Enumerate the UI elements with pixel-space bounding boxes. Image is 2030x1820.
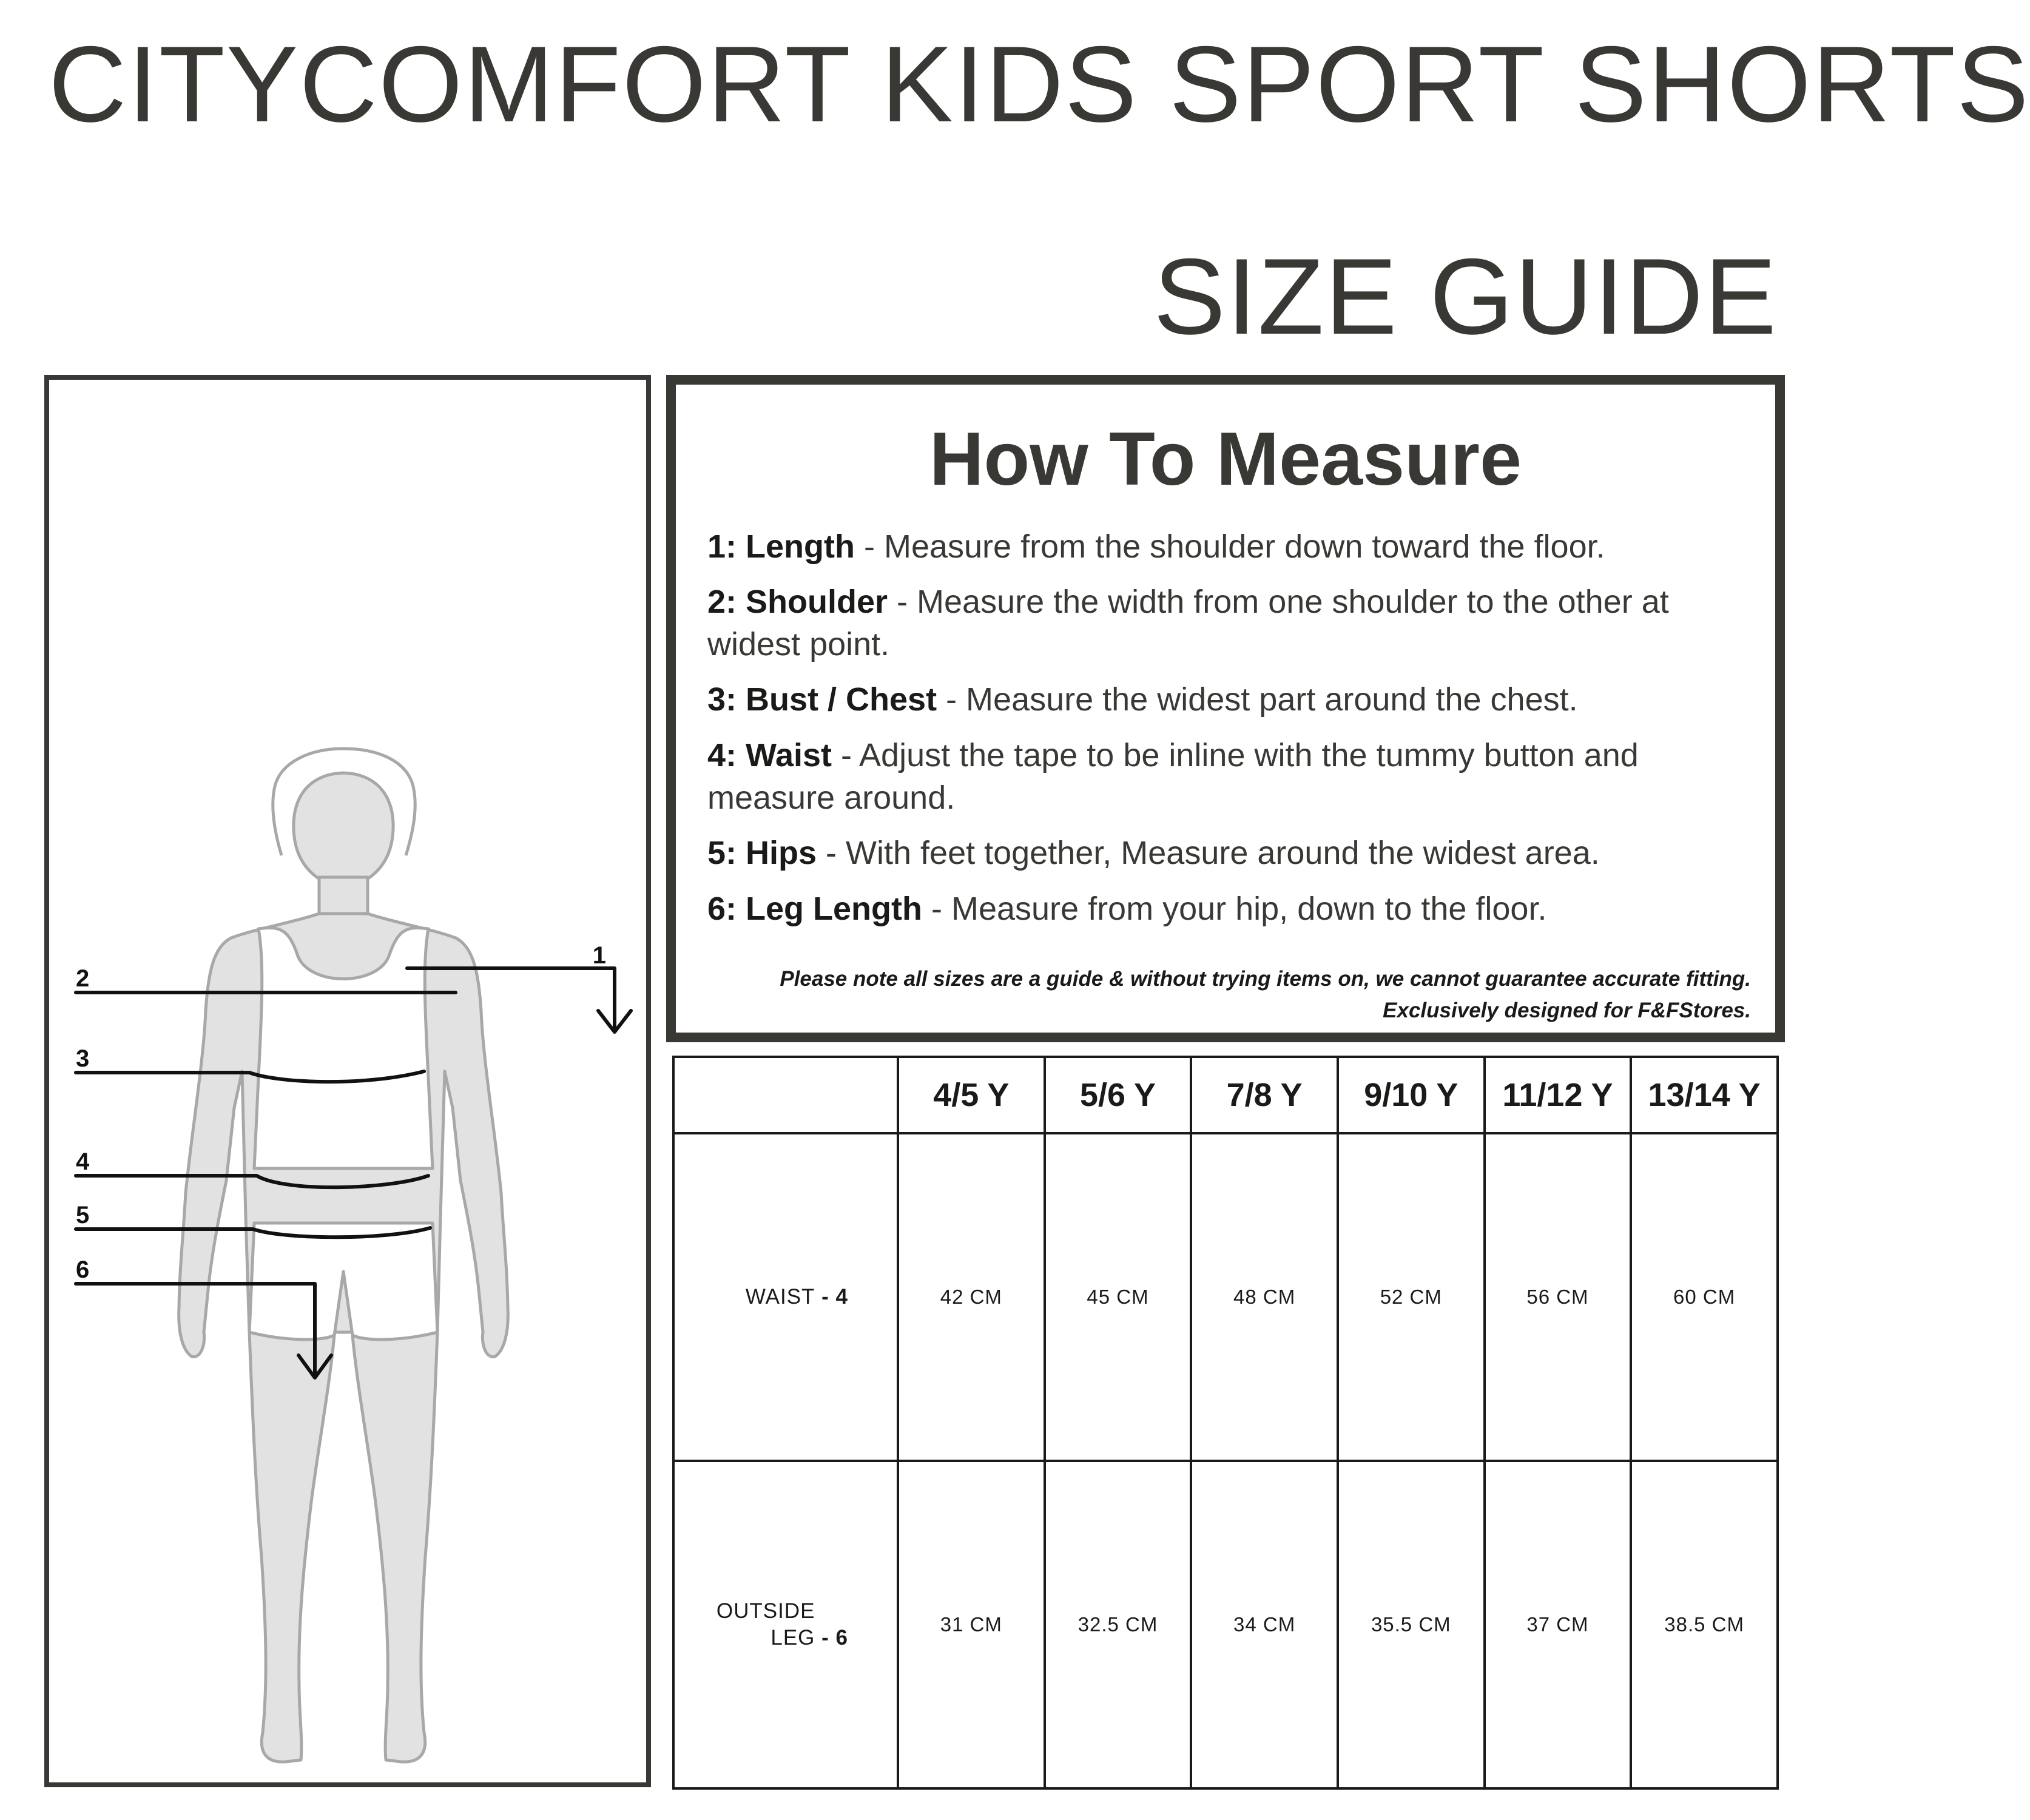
label-6: 6: [76, 1256, 90, 1283]
table-cell: 60 CM: [1631, 1133, 1778, 1461]
child-figure-illustration: [49, 380, 646, 1782]
how-to-measure-heading: How To Measure: [929, 417, 1522, 501]
table-cell: 52 CM: [1338, 1133, 1485, 1461]
step-hips: [707, 832, 1739, 874]
how-to-measure-panel: [666, 375, 1785, 1042]
table-header-row: [673, 1057, 1778, 1133]
figure-panel: [44, 375, 651, 1787]
label-2: 2: [76, 965, 90, 992]
head-shape: [294, 773, 393, 888]
step-desc: - Measure the width from one shoulder to the other at widest point.: [707, 584, 1669, 662]
step-term: 4: Waist: [707, 737, 832, 774]
step-term: 2: Shoulder: [707, 584, 888, 620]
step-desc: - Measure from the shoulder down toward the floor.: [854, 528, 1605, 565]
table-row: [673, 1461, 1778, 1788]
child-silhouette: [179, 749, 508, 1762]
table-cell: 35.5 CM: [1338, 1461, 1485, 1788]
header-cell: 11/12 Y: [1485, 1057, 1631, 1133]
table-cell: 37 CM: [1485, 1461, 1631, 1788]
table-row: [673, 1133, 1778, 1461]
legs-shape: [249, 1332, 437, 1762]
table-cell: 45 CM: [1045, 1133, 1192, 1461]
row-label-text: WAIST: [745, 1285, 815, 1309]
table-cell: 34 CM: [1191, 1461, 1338, 1788]
header-cell: 4/5 Y: [898, 1057, 1045, 1133]
header-cell: 13/14 Y: [1631, 1057, 1778, 1133]
label-3: 3: [76, 1045, 90, 1072]
label-1: 1: [592, 942, 606, 969]
step-bust-chest: [707, 678, 1739, 721]
step-waist: [707, 734, 1739, 819]
page-subtitle: SIZE GUIDE: [1153, 236, 1778, 357]
step-desc: - Adjust the tape to be inline with the tummy button and measure around.: [707, 737, 1639, 816]
row-label: [673, 1133, 898, 1461]
neck-shape: [319, 877, 368, 914]
step-desc: - Measure from your hip, down to the floor.: [922, 891, 1547, 927]
step-shoulder: [707, 581, 1739, 666]
page-title: CITYCOMFORT KIDS SPORT SHORTS: [49, 24, 2030, 144]
row-label-code: - 4: [815, 1285, 848, 1309]
step-leg-length: [707, 888, 1739, 930]
disclaimer-note: Please note all sizes are a guide & without trying items on, we cannot guarantee accurate fitting.: [780, 967, 1751, 991]
step-desc: - Measure the widest part around the chest.: [937, 681, 1578, 718]
step-length: [707, 525, 1739, 568]
table-cell: 38.5 CM: [1631, 1461, 1778, 1788]
step-term: 3: Bust / Chest: [707, 681, 937, 718]
label-5: 5: [76, 1202, 90, 1228]
step-term: 6: Leg Length: [707, 891, 922, 927]
row-label: [673, 1461, 898, 1788]
step-term: 5: Hips: [707, 835, 817, 871]
label-4: 4: [76, 1148, 90, 1175]
header-cell: 9/10 Y: [1338, 1057, 1485, 1133]
row-label-code: - 6: [815, 1626, 848, 1650]
table-cell: 56 CM: [1485, 1133, 1631, 1461]
header-cell: 7/8 Y: [1191, 1057, 1338, 1133]
header-cell-empty: [673, 1057, 898, 1133]
exclusive-note: Exclusively designed for F&FStores.: [1383, 999, 1751, 1022]
size-table: [672, 1056, 1779, 1790]
step-term: 1: Length: [707, 528, 855, 565]
table-cell: 42 CM: [898, 1133, 1045, 1461]
step-desc: - With feet together, Measure around the widest area.: [817, 835, 1600, 871]
table-cell: 31 CM: [898, 1461, 1045, 1788]
table-cell: 48 CM: [1191, 1133, 1338, 1461]
header-cell: 5/6 Y: [1045, 1057, 1192, 1133]
row-label-text: OUTSIDE LEG: [716, 1599, 815, 1650]
table-cell: 32.5 CM: [1045, 1461, 1192, 1788]
